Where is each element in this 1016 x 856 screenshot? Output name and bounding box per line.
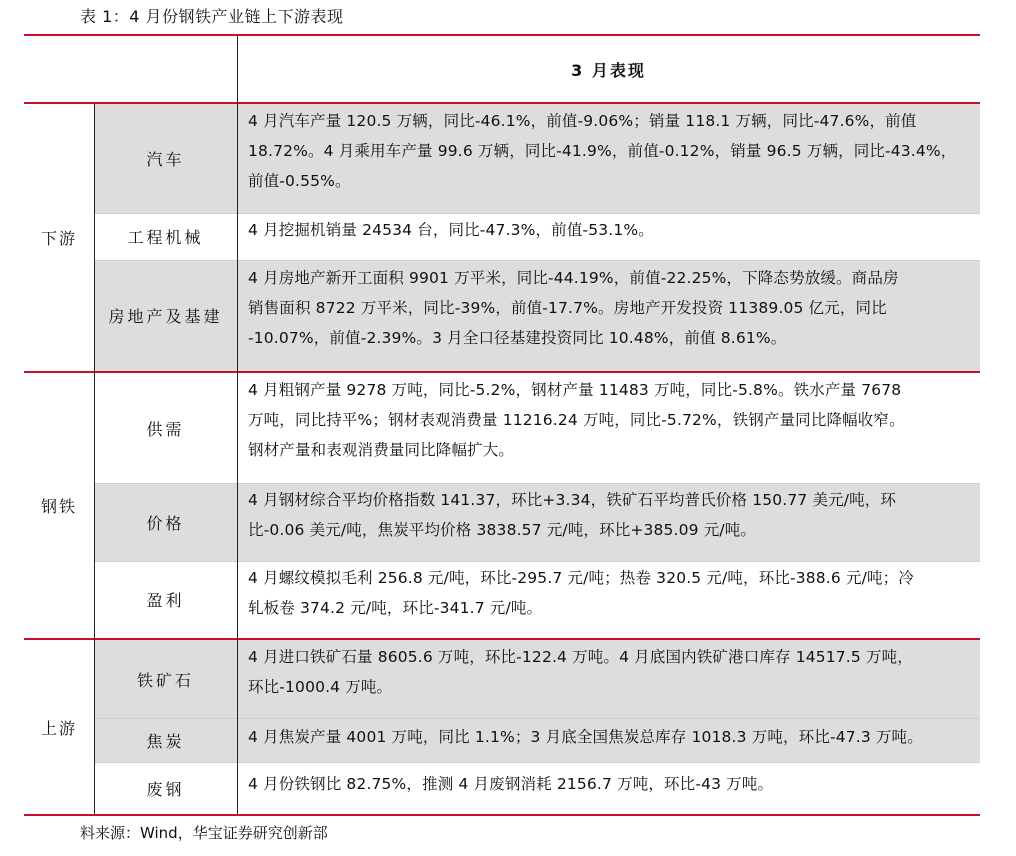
column-divider — [237, 36, 238, 814]
text-line: 4 月钢材综合平均价格指数 141.37，环比+3.34，铁矿石平均普氏价格 150.77 美元/吨，环 — [248, 491, 897, 509]
text-line: 4 月进口铁矿石量 8605.6 万吨，环比-122.4 万吨。4 月底国内铁矿港口库存 14517.5 万吨， — [248, 648, 913, 666]
text-line: 4 月汽车产量 120.5 万辆，同比-46.1%，前值-9.06%；销量 118.1 万辆，同比-47.6%，前值 — [248, 112, 917, 130]
row-text-profit — [248, 563, 978, 623]
row-text-auto — [248, 106, 978, 196]
text-line: 环比-1000.4 万吨。 — [248, 678, 393, 696]
text-line: 4 月焦炭产量 4001 万吨，同比 1.1%；3 月底全国焦炭总库存 1018.3 万吨，环比-47.3 万吨。 — [248, 728, 923, 746]
text-line: 4 月粗钢产量 9278 万吨，同比-5.2%，钢材产量 11483 万吨，同比-5.8%。铁水产量 7678 — [248, 381, 902, 399]
text-line: 万吨，同比持平%；钢材表观消费量 11216.24 万吨，同比-5.72%，铁钢产量同比降幅收窄。 — [248, 411, 905, 429]
text-line: 前值-0.55%。 — [248, 172, 351, 190]
row-label-price: 价格 — [146, 513, 185, 533]
row-label-realestate: 房地产及基建 — [108, 307, 223, 326]
text-line: 18.72%。4 月乘用车产量 99.6 万辆，同比-41.9%，前值-0.12%，销量 96.5 万辆，同比-43.4%， — [248, 142, 957, 160]
row-label-scrap: 废钢 — [146, 779, 185, 799]
row-label-profit: 盈利 — [146, 591, 185, 610]
table-title: 表 1：4 月份钢铁产业链上下游表现 — [80, 7, 344, 26]
row-text-machinery — [248, 215, 978, 245]
row-label-auto: 汽车 — [146, 150, 185, 169]
row-text-realestate — [248, 263, 978, 353]
bottom-rule — [24, 814, 980, 816]
text-line: -10.07%，前值-2.39%。3 月全口径基建投资同比 10.48%，前值 8.61%。 — [248, 329, 787, 347]
row-label-coke: 焦炭 — [146, 731, 185, 751]
source-note: 料来源：Wind，华宝证券研究创新部 — [80, 824, 328, 842]
group-label-upstream: 上游 — [40, 718, 77, 738]
column-header: 3 月表现 — [571, 60, 646, 80]
row-text-price — [248, 485, 978, 545]
text-line: 4 月份铁钢比 82.75%，推测 4 月废钢消耗 2156.7 万吨，环比-43 万吨。 — [248, 775, 774, 793]
row-text-iron-ore — [248, 642, 978, 702]
group-label-downstream: 下游 — [40, 229, 77, 248]
text-line: 4 月挖掘机销量 24534 台，同比-47.3%，前值-53.1%。 — [248, 221, 654, 239]
group-label-steel: 钢铁 — [40, 497, 77, 516]
text-line: 4 月螺纹模拟毛利 256.8 元/吨，环比-295.7 元/吨；热卷 320.5 元/吨，环比-388.6 元/吨；冷 — [248, 569, 914, 587]
row-label-iron-ore: 铁矿石 — [136, 670, 194, 690]
row-label-machinery: 工程机械 — [127, 228, 204, 247]
industry-chain-table — [24, 34, 980, 816]
text-line: 比-0.06 美元/吨，焦炭平均价格 3838.57 元/吨，环比+385.09 元/吨。 — [248, 521, 757, 539]
row-text-scrap — [248, 769, 978, 799]
row-text-supply-demand — [248, 375, 978, 465]
text-line: 轧板卷 374.2 元/吨，环比-341.7 元/吨。 — [248, 599, 543, 617]
row-label-supply-demand: 供需 — [146, 419, 185, 439]
text-line: 钢材产量和表观消费量同比降幅扩大。 — [248, 441, 515, 459]
text-line: 4 月房地产新开工面积 9901 万平米，同比-44.19%，前值-22.25%，下降态势放缓。商品房 — [248, 269, 899, 287]
row-text-coke — [248, 722, 978, 752]
text-line: 销售面积 8722 万平米，同比-39%，前值-17.7%。房地产开发投资 11389.05 亿元，同比 — [248, 299, 887, 317]
